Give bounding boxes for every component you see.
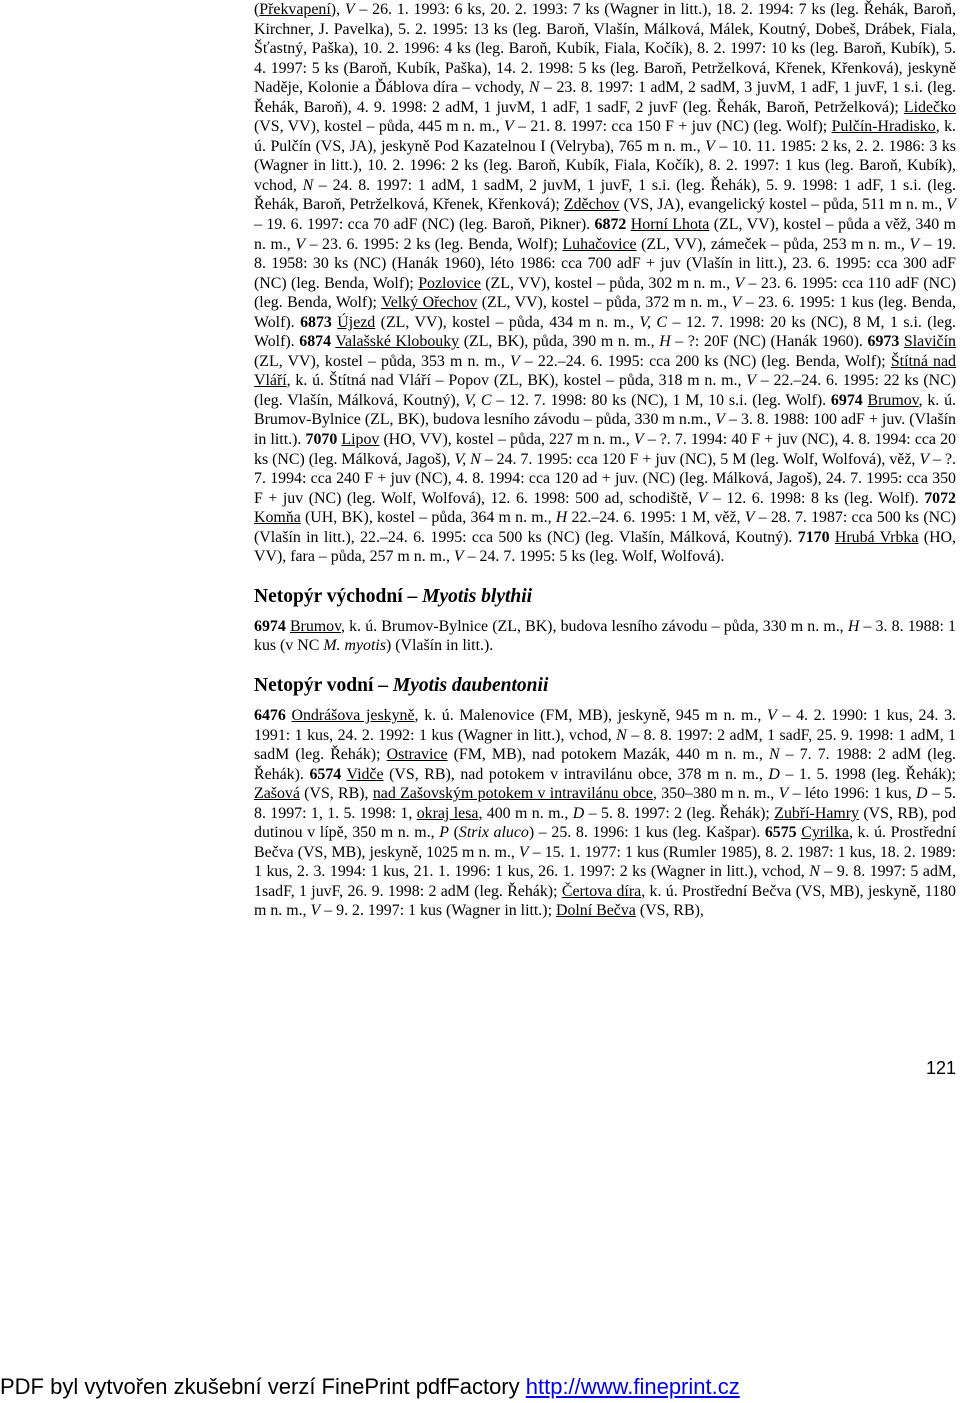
grid-square-number: 6575 xyxy=(764,824,797,842)
grid-square-number: 6974 xyxy=(830,391,863,409)
italic-term: N xyxy=(809,863,820,881)
italic-term: V, N xyxy=(454,450,481,468)
italic-term: V xyxy=(767,706,777,724)
text-run: – 5. 8. 1997: 1, 1. 5. 1998: 1, xyxy=(254,785,956,822)
text-run: , k. ú. Brumov-Bylnice (ZL, BK), budova lesního závodu – půda, 330 m n.m., xyxy=(254,391,956,429)
italic-term: P xyxy=(439,824,449,842)
italic-term: V xyxy=(746,372,756,390)
locality-name: Slavičín xyxy=(903,333,956,351)
italic-term: H xyxy=(847,617,860,635)
text-run: – 9. 2. 1997: 1 kus (Wagner in litt.); xyxy=(320,902,556,920)
text-run: – 9. 8. 1997: 5 adM, 1sadF, 1 juvF, 26. 9. 1998: 2 adM (leg. Řehák); xyxy=(254,863,956,900)
species-heading-blythii xyxy=(254,585,956,609)
text-run: ) (Vlašín in litt.). xyxy=(385,637,494,655)
text-run: – léto 1996: 1 kus, xyxy=(788,785,917,803)
locality-name: Brumov xyxy=(289,617,342,635)
locality-name: Lipov xyxy=(341,431,380,449)
italic-term: N xyxy=(302,176,314,194)
text-block-2 xyxy=(254,617,956,656)
text-run: ) – 25. 8. 1996: 1 kus (leg. Kašpar). xyxy=(528,824,765,842)
text-run: (VS, RB), xyxy=(299,785,373,803)
text-run: – 22.–24. 6. 1995: 22 ks (NC) (leg. Vlašín, Málková, Koutný), xyxy=(254,372,957,409)
italic-term: N xyxy=(768,746,780,764)
locality-name: Dolní Bečva xyxy=(555,902,636,920)
text-run: (ZL, BK), půda, 390 m n. m., xyxy=(459,333,660,351)
heading-latin-name: Myotis daubentonii xyxy=(392,674,549,696)
italic-term: V xyxy=(633,431,644,449)
text-run: – 1. 5. 1998 (leg. Řehák); xyxy=(779,765,956,783)
italic-term: V xyxy=(731,294,742,312)
locality-name: Újezd xyxy=(337,313,376,331)
grid-square-number: 6872 xyxy=(594,216,627,234)
text-run: – 21. 8. 1997: cca 150 F + juv (NC) (leg. Wolf); xyxy=(513,118,832,136)
text-run: – ?. 7. 1994: 40 F + juv (NC), 4. 8. 1994: cca 20 ks (NC) (leg. Málková, Jagoš), xyxy=(254,431,956,468)
italic-term: M. myotis xyxy=(323,637,386,655)
text-run: , 350–380 m n. m., xyxy=(652,785,779,803)
text-run: – ?. 7. 1994: cca 240 F + juv (NC), 4. 8. 1994: cca 120 ad + juv. (NC) (leg. Málková, Jagoš), 24. 7. 1995: cca 350 F + juv (NC) (leg. Wolf, Wolfová), 12. 6. 1998: 500 ad, schodiště, xyxy=(254,450,957,507)
text-run: (ZL, VV), kostel – půda a věž, 340 m n. m., xyxy=(254,216,956,253)
locality-name: nad Zašovským potokem v intravilánu obce xyxy=(372,785,653,803)
italic-term: V xyxy=(734,274,745,292)
italic-term: V xyxy=(509,352,520,370)
text-block-3 xyxy=(254,706,956,921)
text-run: (VS, VV), kostel – půda, 445 m n. m., xyxy=(254,118,504,136)
text-run: – 3. 8. 1988: 1 kus (v NC xyxy=(254,617,957,655)
text-run: – 19. 6. 1997: cca 70 adF (NC) (leg. Baroň, Pikner). xyxy=(254,216,595,234)
locality-name: Zubří-Hamry xyxy=(774,804,859,822)
grid-square-number: 6973 xyxy=(867,333,900,351)
locality-name: okraj lesa xyxy=(416,804,479,822)
locality-name: Ondrášova jeskyně xyxy=(291,706,415,724)
grid-square-number: 6874 xyxy=(299,333,332,351)
locality-name: Ostravice xyxy=(386,746,448,764)
text-run: – 24. 7. 1995: cca 120 F + juv (NC), 5 M (leg. Wolf, Wolfová), věž, xyxy=(480,450,920,468)
text-run: (UH, BK), kostel – půda, 364 m n. m., xyxy=(300,509,556,527)
species-heading-daubentonii xyxy=(254,674,956,698)
text-run: – 23. 8. 1997: 1 adM, 2 sadM, 3 juvM, 1 adF, 1 juvF, 1 s.i. (leg. Řehák, Baroň), 4. 9. 1998: 2 adM, 1 juvM, 1 adF, 1 sadF, 2 juvF (leg. Řehák, Baroň, Petrželková); xyxy=(254,79,956,116)
grid-square-number: 6574 xyxy=(309,765,342,783)
text-run: , k. ú. Pulčín (VS, JA), jeskyně Pod Kazatelnou I (Velryba), 765 m n. m., xyxy=(254,118,956,155)
italic-term: V xyxy=(503,118,514,136)
locality-name: Zašová xyxy=(254,785,300,803)
italic-term: V xyxy=(919,450,930,468)
text-run: – 4. 2. 1990: 1 kus, 24. 3. 1991: 1 kus, 24. 2. 1992: 1 kus (Wagner in litt.), vchod, xyxy=(254,706,956,744)
italic-term: V, C xyxy=(464,391,492,409)
italic-term: D xyxy=(768,765,780,783)
locality-name: Překvapení xyxy=(259,1,331,18)
text-run: – 28. 7. 1987: cca 500 ks (NC) (Vlašín in litt.), 22.–24. 6. 1995: cca 500 ks (NC) (leg. Vlašín, Málková, Koutný). xyxy=(254,509,956,546)
italic-term: H xyxy=(659,333,671,351)
text-run: – 26. 1. 1993: 6 ks, 20. 2. 1993: 7 ks (Wagner in litt.), 18. 2. 1994: 7 ks (leg. Řehák, Baroň, Kirchner, J. Pavelka), 5. 2. 1995: 13 ks (leg. Baroň, Vlašín, Málková, Málek, Koutný, Dobeš, Drábek, Fiala, Šťastný, Paška), 10. 2. 1996: 4 ks (leg. Baroň, Kubík, Fiala, Kočík), 8. 2. 1997: 10 ks (leg. Baroň, Kubík), 5. 4. 1997: 5 ks (Baroň, Kubík, Paška), 14. 2. 1998: 5 ks (leg. Baroň, Petrželková, Křenek, Křenková), jeskyně Naděje, Kolonie a Ďáblova díra – vchody, xyxy=(254,1,956,97)
text-run: (ZL, VV), zámeček – půda, 253 m n. m., xyxy=(636,235,910,253)
locality-name: Brumov xyxy=(867,391,919,409)
page-number: 121 xyxy=(925,1058,956,1078)
italic-term: N xyxy=(528,79,540,97)
grid-square-number: 6974 xyxy=(254,617,286,635)
footer-text: PDF byl vytvořen zkušební verzí FinePrint pdfFactory xyxy=(0,1374,526,1399)
locality-name: Pozlovice xyxy=(418,274,481,292)
text-run: – 12. 7. 1998: 20 ks (NC), 8 M, 1 s.i. (leg. Wolf). xyxy=(254,313,956,351)
grid-square-number: 6873 xyxy=(300,313,332,331)
text-run: – 24. 8. 1997: 1 adM, 1 sadM, 2 juvM, 1 juvF, 1 s.i. (leg. Řehák), 5. 9. 1998: 1 adF, 1 s.i. (leg. Řehák, Baroň, Petrželková, Křenek, Křenková); xyxy=(254,176,957,214)
text-run: – 7. 7. 1988: 2 adM (leg. Řehák). xyxy=(254,746,956,783)
text-run: , k. ú. Prostřední Bečva (VS, MB), jeskyně, 1180 m n. m., xyxy=(254,882,956,920)
locality-name: Horní Lhota xyxy=(630,216,710,234)
text-run: – 3. 8. 1988: 100 adF + juv. (Vlašín in litt.). xyxy=(254,411,956,449)
footer-link[interactable]: http://www.fineprint.cz xyxy=(525,1374,740,1399)
pdf-footer xyxy=(0,1370,960,1403)
locality-name: Lidečko xyxy=(903,98,956,116)
heading-czech-name: Netopýr východní – xyxy=(254,585,423,607)
locality-name: Luhačovice xyxy=(562,235,637,253)
italic-term: V xyxy=(705,137,715,155)
locality-name: Zděchov xyxy=(563,196,620,214)
text-run: (ZL, VV), kostel – půda, 434 m n. m., xyxy=(375,313,640,331)
italic-term: V xyxy=(518,843,529,861)
locality-name: Pulčín-Hradisko xyxy=(831,118,936,136)
text-run: (ZL, VV), kostel – půda, 302 m n. m., xyxy=(480,274,735,292)
italic-term: V xyxy=(946,196,956,214)
locality-name: Cyrilka xyxy=(801,824,849,842)
grid-square-number: 7170 xyxy=(797,528,830,546)
italic-term: V xyxy=(744,509,755,527)
locality-name: Velký Ořechov xyxy=(381,294,478,312)
text-run: ( xyxy=(448,824,459,842)
grid-square-number: 6476 xyxy=(254,706,286,724)
locality-name: Vidče xyxy=(346,765,384,783)
text-run: 22.–24. 6. 1995: 1 M, věž, xyxy=(567,509,745,527)
text-run: , k. ú. Malenovice (FM, MB), jeskyně, 945 m n. m., xyxy=(414,706,768,724)
text-run: – 12. 6. 1998: 8 ks (leg. Wolf). xyxy=(707,489,925,507)
italic-term: V xyxy=(909,235,920,253)
text-run: , k. ú. Brumov-Bylnice (ZL, BK), budova lesního závodu – půda, 330 m n. m., xyxy=(341,617,848,635)
italic-term: N xyxy=(616,726,627,744)
heading-czech-name: Netopýr vodní – xyxy=(254,674,393,696)
italic-term: V xyxy=(310,902,321,920)
text-run: (HO, VV), fara – půda, 257 m n. m., xyxy=(254,528,956,566)
text-run: (ZL, VV), kostel – půda, 353 m n. m., xyxy=(254,352,510,370)
italic-term: V xyxy=(715,411,725,429)
text-run: – 23. 6. 1995: cca 110 adF (NC) (leg. Benda, Wolf); xyxy=(254,274,957,312)
text-run: , k. ú. Štítná nad Vláří – Popov (ZL, BK), kostel – půda, 318 m n. m., xyxy=(286,372,747,390)
text-run: – 24. 7. 1995: 5 ks (leg. Wolf, Wolfová). xyxy=(463,548,725,566)
italic-term: H xyxy=(555,509,568,527)
italic-term: V xyxy=(295,235,306,253)
text-run: (VS, RB), xyxy=(635,902,704,920)
document-body xyxy=(254,0,956,921)
italic-term: D xyxy=(916,785,928,803)
locality-name: Hrubá Vrbka xyxy=(834,528,919,546)
italic-term: Strix aluco xyxy=(458,824,529,842)
italic-term: V, C xyxy=(639,313,668,331)
text-run: – 12. 7. 1998: 80 ks (NC), 1 M, 10 s.i. (leg. Wolf). xyxy=(491,391,831,409)
text-run: – 22.–24. 6. 1995: cca 200 ks (NC) (leg. Benda, Wolf); xyxy=(519,352,891,370)
text-run: (VS, JA), evangelický kostel – půda, 511 m n. m., xyxy=(619,196,947,214)
locality-name: Komňa xyxy=(254,509,301,527)
italic-term: D xyxy=(572,804,585,822)
text-run: , 400 m n. m., xyxy=(478,804,573,822)
text-block-1 xyxy=(254,0,956,567)
italic-term: V xyxy=(453,548,464,566)
text-run: (HO, VV), kostel – půda, 227 m n. m., xyxy=(379,431,634,449)
text-run: (ZL, VV), kostel – půda, 372 m n. m., xyxy=(477,294,732,312)
text-run: (VS, RB), nad potokem v intravilánu obce, 378 m n. m., xyxy=(383,765,769,783)
grid-square-number: 7070 xyxy=(305,431,338,449)
heading-latin-name: Myotis blythii xyxy=(422,585,533,607)
text-run: – 19. 8. 1958: 30 ks (NC) (Hanák 1960), léto 1986: cca 700 adF + juv (Vlašín in litt.), 23. 6. 1995: cca 300 adF (NC) (leg. Benda, Wolf); xyxy=(254,235,956,292)
text-run: (VS, RB), pod dutinou v lípě, 350 m n. m., xyxy=(254,804,957,842)
text-run: (FM, MB), nad potokem Mazák, 440 m n. m., xyxy=(447,746,769,764)
text-run: – ?: 20F (NC) (Hanák 1960). xyxy=(670,333,868,351)
text-run: – 8. 8. 1997: 2 adM, 1 sadF, 25. 9. 1998: 1 adM, 1 sadM (leg. Řehák); xyxy=(254,726,956,764)
italic-term: V xyxy=(344,1,355,18)
locality-name: Čertova díra xyxy=(561,882,642,900)
italic-term: V xyxy=(778,785,789,803)
text-run: , k. ú. Prostřední Bečva (VS, MB), jeskyně, 1025 m n. m., xyxy=(254,824,956,861)
text-run: – 23. 6. 1995: 2 ks (leg. Benda, Wolf); xyxy=(305,235,563,253)
text-run: – 23. 6. 1995: 1 kus (leg. Benda, Wolf). xyxy=(254,294,956,331)
text-run: ), xyxy=(330,1,345,18)
italic-term: V xyxy=(697,489,708,507)
locality-name: Štítná nad Vláří xyxy=(254,352,956,390)
text-run: – 15. 1. 1977: 1 kus (Rumler 1985), 8. 2. 1987: 1 kus, 18. 2. 1989: 1 kus, 2. 3. 1994: 1 kus, 21. 1. 1996: 1 kus, 26. 1. 1997: 2 ks (Wagner in litt.), vchod, xyxy=(254,843,957,881)
text-run: – 5. 8. 1997: 2 (leg. Řehák); xyxy=(584,804,775,822)
text-run: – 10. 11. 1985: 2 ks, 2. 2. 1986: 3 ks (Wagner in litt.), 10. 2. 1996: 2 ks (leg. Baroň, Kubík, Fiala, Kočík), 8. 2. 1997: 1 kus (leg. Baroň, Kubík), vchod, xyxy=(254,137,956,194)
locality-name: Valašské Klobouky xyxy=(335,333,460,351)
text-run: ( xyxy=(254,1,260,18)
grid-square-number: 7072 xyxy=(924,489,956,507)
